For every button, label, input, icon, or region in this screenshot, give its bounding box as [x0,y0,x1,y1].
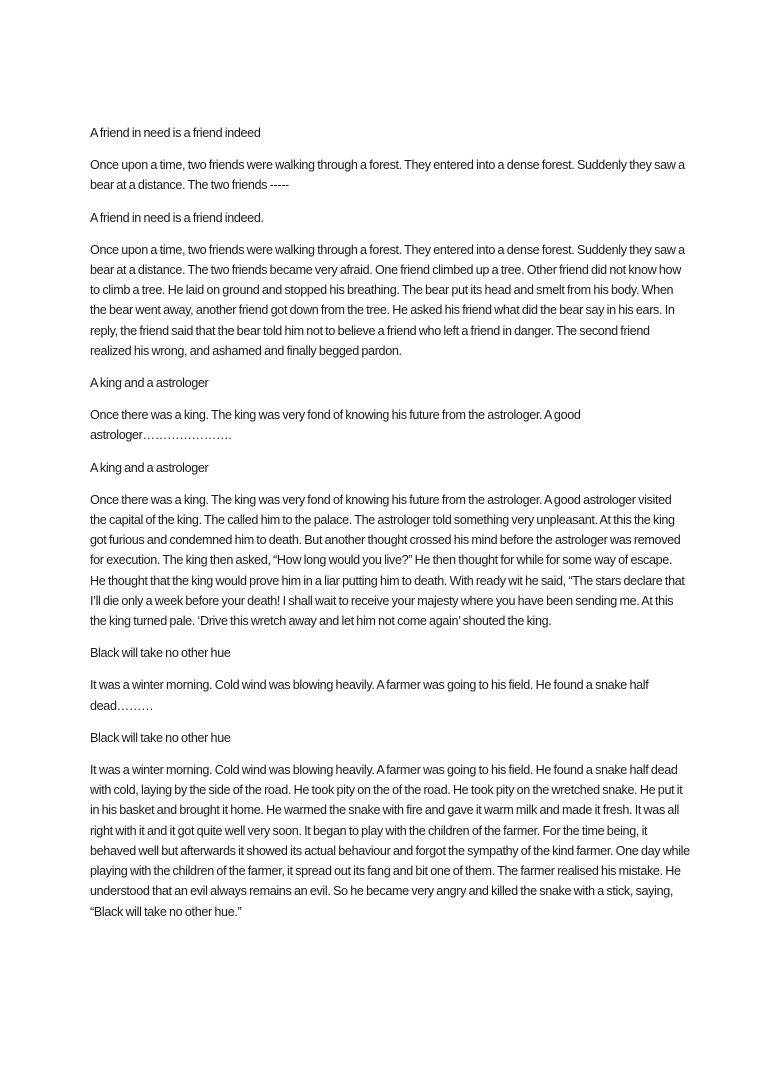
story-text: Once there was a king. The king was very fond of knowing his future from the astrologer. A good astrologer visited the capital of the king. The called him to the palace. The astrologer told something very unpleasant. At this the king got furious and condemned him to death. But another thought crossed his mind before the astrologer was removed for execution. The king then asked, “How long would you live?” He then thought for while for some way of escape. He thought that the king would prove him in a liar putting him to death. With ready wit he said, “The stars declare that I’ll die only a week before your death! I shall wait to receive your majesty where you have been sending me. At this the king turned pale. ‘Drive this wretch away and let him not come again’ shouted the king. [90,492,685,629]
story-title: Black will take no other hue [90,646,231,661]
story-excerpt: Once upon a time, two friends were walking through a forest. They entered into a dense forest. Suddenly they saw a bear at a distance. The two friends ----- [90,158,685,193]
story-title: A king and a astrologer [90,376,209,391]
story-excerpt: It was a winter morning. Cold wind was blowing heavily. A farmer was going to his field. He found a snake half dead……… [90,678,649,713]
document-body [90,123,690,934]
story-text: It was a winter morning. Cold wind was blowing heavily. A farmer was going to his field. He found a snake half dead with cold, laying by the side of the road. He took pity on the of the road. He took pity on the wretched snake. He put it in his basket and brought it home. He warmed the snake with fire and gave it warm milk and made it fresh. It was all right with it and it got quite well very soon. It began to play with the children of the farmer. For the time being, it behaved well but afterwards it showed its actual behaviour and forgot the sympathy of the kind farmer. One day while playing with the children of the farmer, it spread out its fang and bit one of them. The farmer realised his mistake. He understood that an evil always remains an evil. So he became very angry and killed the snake with a stick, saying, “Black will take no other hue.” [90,763,690,919]
story-excerpt: Once there was a king. The king was very fond of knowing his future from the astrologer. A good astrologer…………………. [90,408,581,443]
story-title: Black will take no other hue [90,730,231,745]
story-title: A friend in need is a friend indeed. [90,210,264,225]
story-title: A king and a astrologer [90,460,209,475]
story-text: Once upon a time, two friends were walking through a forest. They entered into a dense forest. Suddenly they saw a bear at a distance. The two friends became very afraid. One friend climbed up a tree. Other friend did not know how to climb a tree. He laid on ground and stopped his breathing. The bear put its head and smelt from his body. When the bear went away, another friend got down from the tree. He asked his friend what did the bear say in his ears. In reply, the friend said that the bear told him not to believe a friend who left a friend in danger. The second friend realized his wrong, and ashamed and finally begged pardon. [90,242,685,358]
story-title: A friend in need is a friend indeed [90,126,261,140]
